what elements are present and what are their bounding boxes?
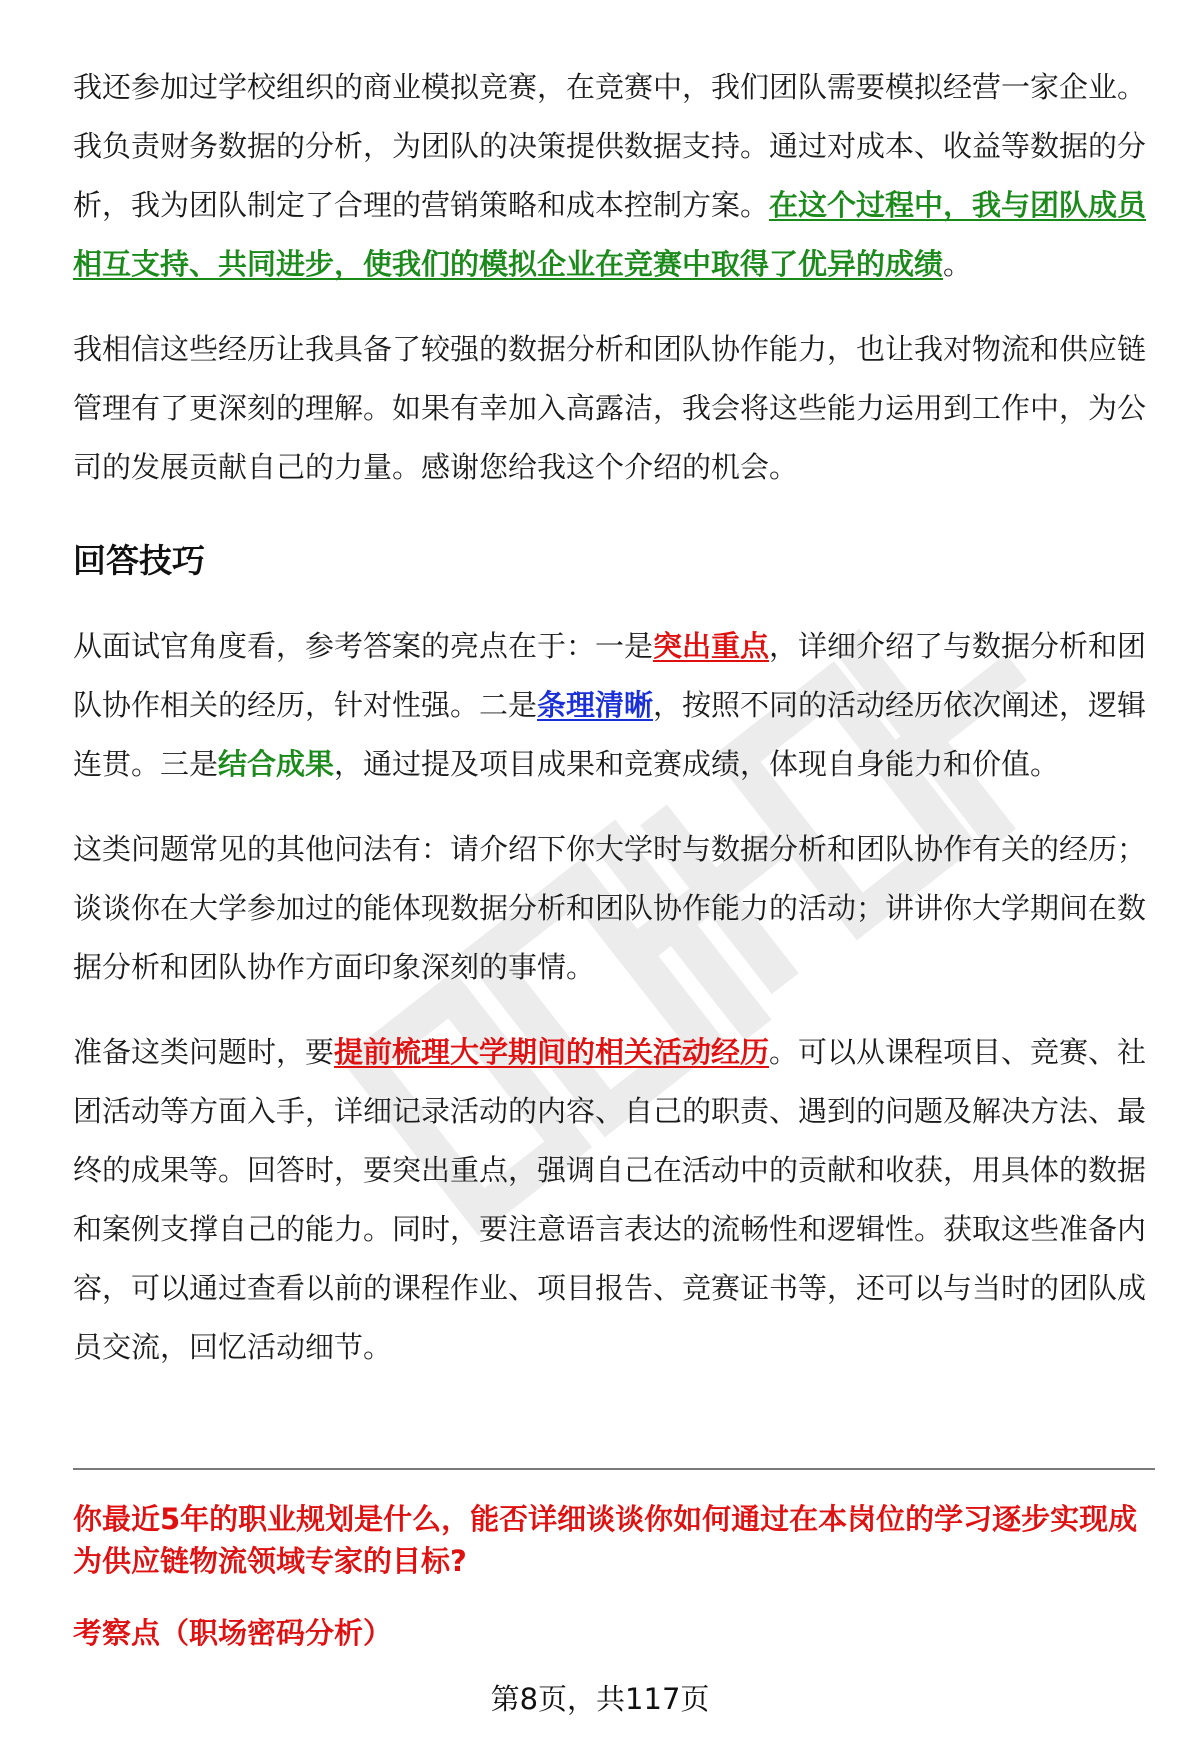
paragraph-text: 。	[943, 247, 973, 281]
section-divider	[73, 1468, 1155, 1470]
paragraph-text: 我还参加过学校组织的商业模拟竞赛，在竞赛中，我们团队需要模拟经营一家企业。我负责财务数据的分析，为团队的决策提供数据支持。通过对成本、收益等数据的分析，我为团队制定了合理的营销策略和成本控制方案。	[73, 70, 1147, 222]
analysis-subheading: 考察点（职场密码分析）	[73, 1616, 393, 1650]
paragraph-highlights	[73, 617, 1153, 794]
highlight-blue-text: 条理清晰	[537, 688, 654, 722]
paragraph-variants: 这类问题常见的其他问法有：请介绍下你大学时与数据分析和团队协作有关的经历；谈谈你在大学参加过的能体现数据分析和团队协作能力的活动；讲讲你大学期间在数据分析和团队协作方面印象深刻的事情。	[73, 832, 1147, 984]
highlight-red-text: 提前梳理大学期间的相关活动经历	[334, 1035, 770, 1069]
paragraph-text: ，详细介绍了与数据分析和团队协作相关的经历，针对性强。二是	[73, 629, 1147, 722]
page-number-footer: 第8页，共117页	[490, 1682, 710, 1716]
paragraph-text: 准备这类问题时，要	[73, 1035, 335, 1069]
paragraph-text: 从面试官角度看，参考答案的亮点在于：一是	[73, 629, 654, 663]
paragraph-text: ，按照不同的活动经历依次阐述，逻辑连贯。三是	[73, 688, 1147, 781]
highlight-green-text: 结合成果	[218, 747, 335, 781]
section-title: 回答技巧	[73, 541, 205, 580]
paragraph-conclusion: 我相信这些经历让我具备了较强的数据分析和团队协作能力，也让我对物流和供应链管理有了更深刻的理解。如果有幸加入高露洁，我会将这些能力运用到工作中，为公司的发展贡献自己的力量。感谢您给我这个介绍的机会。	[73, 332, 1147, 484]
paragraph-competition	[73, 58, 1153, 294]
paragraph-preparation	[73, 1023, 1153, 1377]
paragraph-text: ，通过提及项目成果和竞赛成绩，体现自身能力和价值。	[334, 747, 1060, 781]
highlight-red-text: 突出重点	[653, 629, 770, 663]
next-question: 你最近5年的职业规划是什么，能否详细谈谈你如何通过在本岗位的学习逐步实现成为供应链物流领域专家的目标?	[73, 1502, 1138, 1578]
paragraph-text: 。可以从课程项目、竞赛、社团活动等方面入手，详细记录活动的内容、自己的职责、遇到的问题及解决方法、最终的成果等。回答时，要突出重点，强调自己在活动中的贡献和收获，用具体的数据和案例支撑自己的能力。同时，要注意语言表达的流畅性和逻辑性。获取这些准备内容，可以通过查看以前的课程作业、项目报告、竞赛证书等，还可以与当时的团队成员交流，回忆活动细节。	[73, 1035, 1147, 1364]
main-content	[73, 58, 1153, 1377]
highlight-green-text: 在这个过程中，我与团队成员相互支持、共同进步，使我们的模拟企业在竞赛中取得了优异的成绩	[73, 188, 1147, 281]
